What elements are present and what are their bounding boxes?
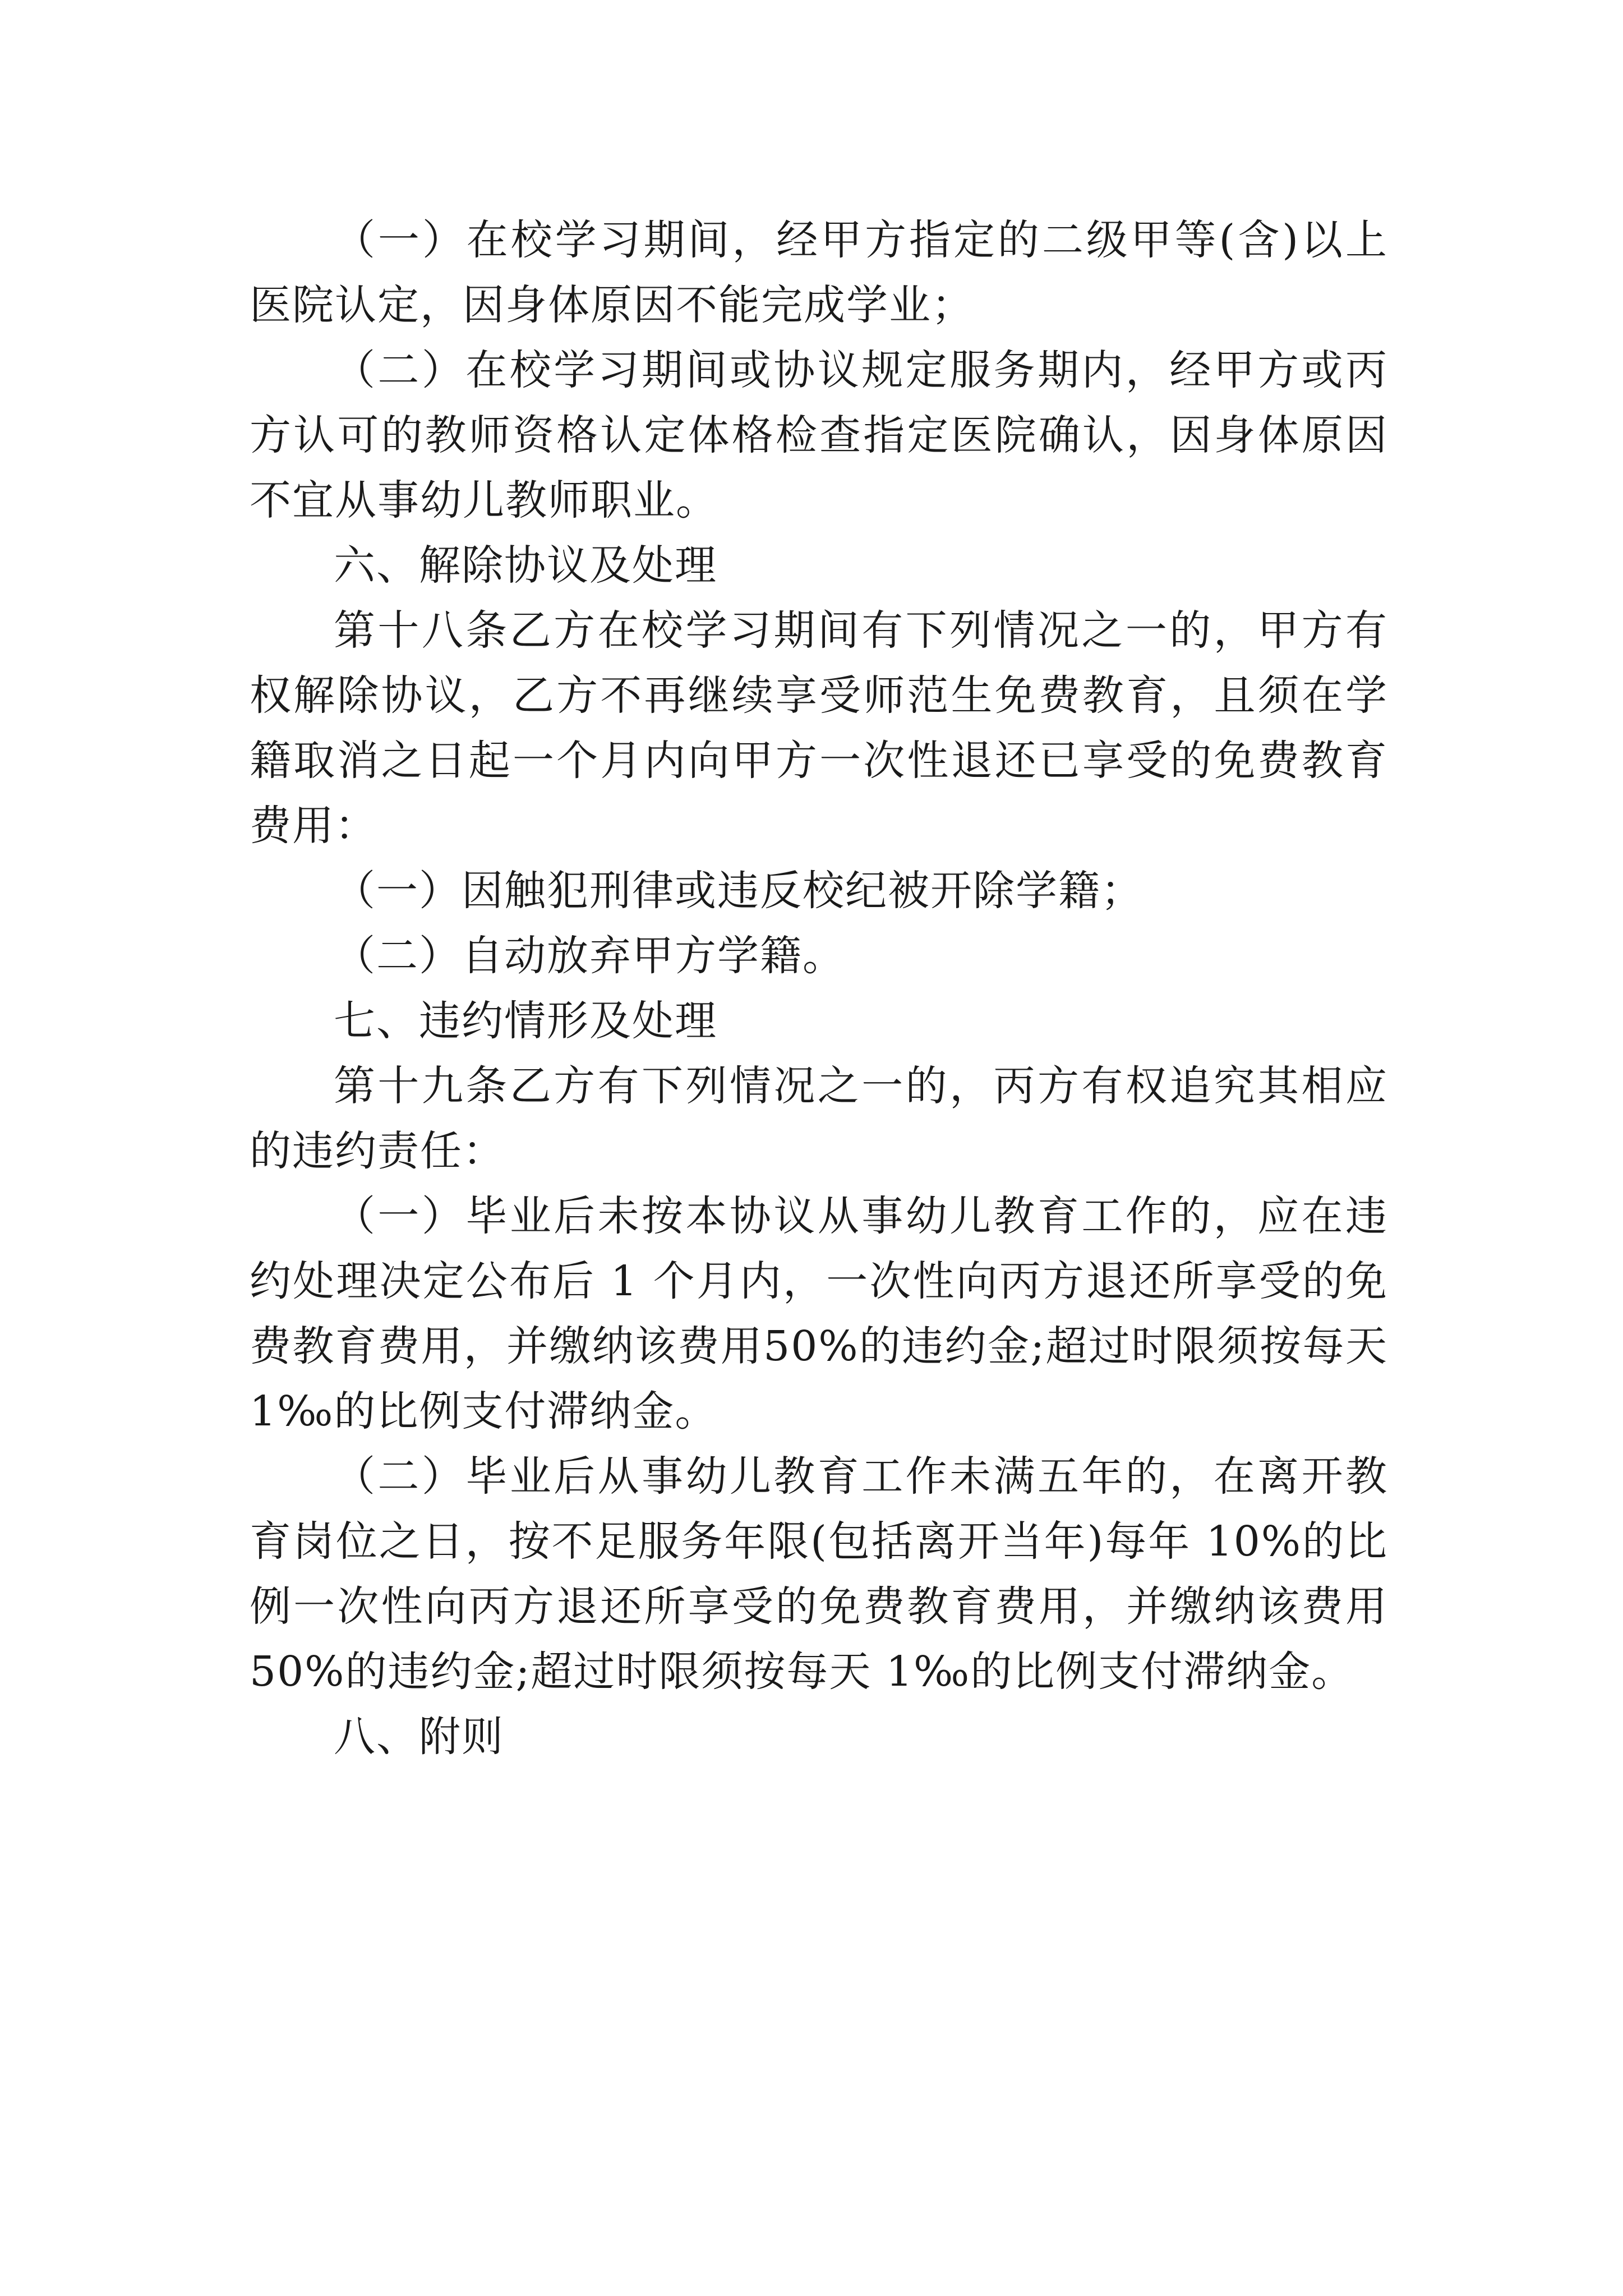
- article-19: 第十九条乙方有下列情况之一的，丙方有权追究其相应的违约责任：: [250, 1062, 1388, 1175]
- clause-item-1: （一）在校学习期间，经甲方指定的二级甲等(含)以上医院认定，因身体原因不能完成学业；: [250, 216, 1388, 329]
- clause-item-2: （二）在校学习期间或协议规定服务期内，经甲方或丙方认可的教师资格认定体格检查指定医院确认，因身体原因不宜从事幼儿教师职业。: [250, 346, 1388, 524]
- section-heading-6: 六、解除协议及处理: [334, 541, 717, 590]
- article-18-item-1: （一）因触犯刑律或违反校纪被开除学籍；: [334, 867, 1144, 915]
- document-body: [250, 208, 1388, 1769]
- article-19-item-2: （二）毕业后从事幼儿教育工作未满五年的，在离开教育岗位之日，按不足服务年限(包括离开当年)每年 10%的比例一次性向丙方退还所享受的免费教育费用，并缴纳该费用50%的违约金;超过时限须按每天 1‰的比例支付滞纳金。: [250, 1452, 1388, 1696]
- article-18: 第十八条乙方在校学习期间有下列情况之一的，甲方有权解除协议，乙方不再继续享受师范生免费教育，且须在学籍取消之日起一个月内向甲方一次性退还已享受的免费教育费用：: [250, 606, 1388, 850]
- section-heading-8: 八、附则: [334, 1713, 504, 1761]
- article-19-item-1: （一）毕业后未按本协议从事幼儿教育工作的，应在违约处理决定公布后 1 个月内，一次性向丙方退还所享受的免费教育费用，并缴纳该费用50%的违约金;超过时限须按每天1‰的比例支付滞纳金。: [250, 1192, 1388, 1435]
- section-heading-7: 七、违约情形及处理: [334, 997, 717, 1045]
- article-18-item-2: （二）自动放弃甲方学籍。: [334, 932, 845, 980]
